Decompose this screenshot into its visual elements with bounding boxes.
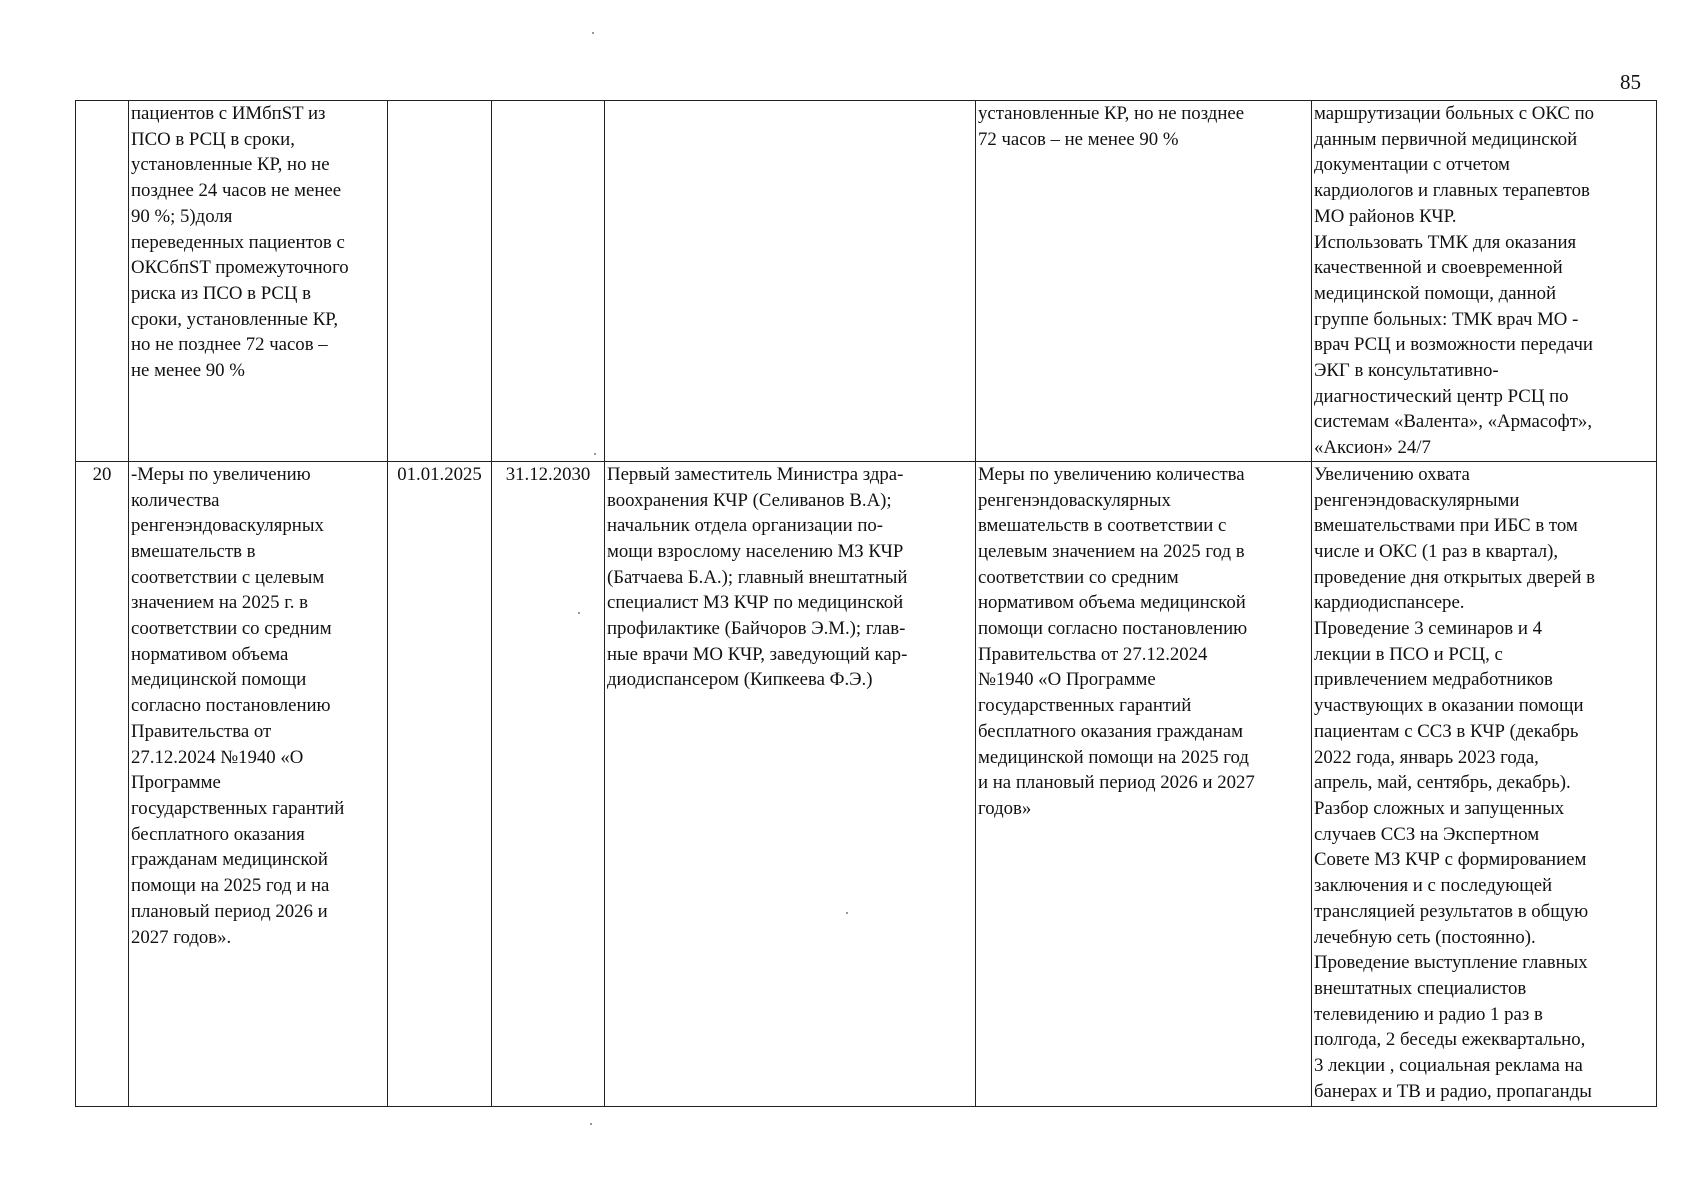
text-line: полгода, 2 беседы ежеквартально,	[1314, 1029, 1586, 1051]
text-line: и на плановый период 2026 и 2027	[978, 772, 1255, 794]
text-line: ренгенэндоваскулярных	[131, 515, 324, 537]
text-line: помощи согласно постановлению	[978, 618, 1248, 640]
text-line: ПСО в РСЦ в сроки,	[131, 128, 295, 150]
text-line: соответствии со средним	[131, 618, 332, 640]
text-line: Первый заместитель Министра здра-	[607, 463, 904, 485]
text-line: телевидению и радио 1 раз в	[1314, 1003, 1543, 1025]
text-line: -Меры по увеличению	[131, 463, 311, 485]
text-line: ренгенэндоваскулярными	[1314, 489, 1520, 511]
text-line: ные врачи МО КЧР, заведующий кар-	[607, 643, 908, 665]
text-line: маршрутизации больных с ОКС по	[1314, 103, 1595, 124]
text-line: не менее 90 %	[131, 360, 245, 382]
text-line: случаев ССЗ на Экспертном	[1314, 823, 1540, 845]
text-line: врач РСЦ и возможности передачи	[1314, 334, 1593, 356]
result-cell	[976, 101, 1312, 462]
text-line: государственных гарантий	[131, 797, 345, 819]
text-line: медицинской помощи	[131, 669, 307, 691]
text-line: целевым значением на 2025 год в	[978, 540, 1245, 562]
text-line: МО районов КЧР.	[1314, 205, 1457, 227]
text-line: «Аксион» 24/7	[1314, 437, 1431, 459]
text-line: проведение дня открытых дверей в	[1314, 566, 1596, 588]
text-line: Программе	[131, 772, 221, 794]
text-line: начальник отдела организации по-	[607, 515, 884, 537]
text-line: количества	[131, 489, 220, 511]
text-line: качественной и своевременной	[1314, 257, 1563, 279]
text-line: кардиологов и главных терапевтов	[1314, 180, 1590, 202]
text-line: трансляцией результатов в общую	[1314, 900, 1589, 922]
text-line: соответствии с целевым	[131, 566, 325, 588]
text-line: переведенных пациентов с	[131, 231, 345, 253]
scan-speck	[578, 612, 580, 614]
text-line: документации с отчетом	[1314, 154, 1510, 176]
text-line: установленные КР, но не	[131, 154, 330, 176]
table-row	[76, 461, 1657, 1106]
text-line: Разбор сложных и запущенных	[1314, 797, 1565, 819]
text-line: воохранения КЧР (Селиванов В.А);	[607, 489, 892, 511]
text-line: апрель, май, сентябрь, декабрь).	[1314, 772, 1571, 794]
text-line: риска из ПСО в РСЦ в	[131, 282, 312, 304]
text-line: годов»	[978, 797, 1032, 819]
text-line: медицинской помощи, данной	[1314, 282, 1557, 304]
text-line: диодиспансером (Кипкеева Ф.Э.)	[607, 669, 873, 691]
text-line: позднее 24 часов не менее	[131, 180, 342, 202]
text-line: числе и ОКС (1 раз в квартал),	[1314, 540, 1559, 562]
result-cell	[976, 461, 1312, 1106]
text-line: системам «Валента», «Армасофт»,	[1314, 411, 1593, 433]
text-line: специалист МЗ КЧР по медицинской	[607, 592, 904, 614]
text-line: Использовать ТМК для оказания	[1314, 231, 1577, 253]
text-line: (Батчаева Б.А.); главный внештатный	[607, 566, 908, 588]
text-line: ЭКГ в консультативно-	[1314, 360, 1499, 382]
text-line: плановый период 2026 и	[131, 900, 328, 922]
measure-cell	[129, 461, 388, 1106]
text-line: соответствии со средним	[978, 566, 1179, 588]
text-line: лекции в ПСО и РСЦ, с	[1314, 643, 1503, 665]
row-number-cell	[76, 101, 129, 462]
text-line: профилактике (Байчоров Э.М.); глав-	[607, 618, 906, 640]
text-line: помощи на 2025 год и на	[131, 875, 330, 897]
text-line: нормативом объема медицинской	[978, 592, 1246, 614]
text-line: внештатных специалистов	[1314, 977, 1527, 999]
text-line: заключения и с последующей	[1314, 875, 1553, 897]
text-line: 90 %; 5)доля	[131, 205, 233, 227]
text-line: 72 часов – не менее 90 %	[978, 128, 1179, 150]
text-line: диагностический центр РСЦ по	[1314, 385, 1569, 407]
text-line: согласно постановлению	[131, 695, 331, 717]
text-line: Правительства от	[131, 720, 272, 742]
text-line: значением на 2025 г. в	[131, 592, 309, 614]
text-line: но не позднее 72 часов –	[131, 334, 328, 356]
text-line: лечебную сеть (постоянно).	[1314, 926, 1536, 948]
control-cell	[1312, 101, 1657, 462]
responsible-cell	[605, 461, 976, 1106]
text-line: мощи взрослому населению МЗ КЧР	[607, 540, 904, 562]
text-line: группе больных: ТМК врач МО -	[1314, 308, 1579, 330]
text-line: привлечением медработников	[1314, 669, 1553, 691]
text-line: ренгенэндоваскулярных	[978, 489, 1171, 511]
text-line: 2022 года, январь 2023 года,	[1314, 746, 1539, 768]
text-line: №1940 «О Программе	[978, 669, 1156, 691]
text-line: медицинской помощи на 2025 год	[978, 746, 1249, 768]
scan-speck	[592, 32, 594, 34]
text-line: 27.12.2024 №1940 «О	[131, 746, 304, 768]
text-line: бесплатного оказания гражданам	[978, 720, 1244, 742]
text-line: кардиодиспансере.	[1314, 592, 1465, 614]
text-line: гражданам медицинской	[131, 849, 328, 871]
text-line: банерах и ТВ и радио, пропаганды	[1314, 1080, 1592, 1102]
text-line: Правительства от 27.12.2024	[978, 643, 1208, 665]
text-line: Проведение выступление главных	[1314, 952, 1588, 974]
scan-speck	[594, 453, 596, 455]
control-cell	[1312, 461, 1657, 1106]
text-line: ОКСбпST промежуточного	[131, 257, 349, 279]
text-line: Меры по увеличению количества	[978, 463, 1245, 485]
start-date-cell	[388, 101, 492, 462]
text-line: Увеличению охвата	[1314, 463, 1470, 485]
end-date-cell	[492, 101, 605, 462]
text-line: вмешательств в соответствии с	[978, 515, 1227, 537]
row-number-cell: 20	[76, 461, 129, 1106]
text-line: пациентов с ИМбпST из	[131, 103, 326, 124]
text-line: установленные КР, но не позднее	[978, 103, 1245, 124]
measure-cell	[129, 101, 388, 462]
text-line: нормативом объема	[131, 643, 289, 665]
text-line: вмешательствами при ИБС в том	[1314, 515, 1578, 537]
scan-speck	[846, 912, 848, 914]
text-line: данным первичной медицинской	[1314, 128, 1578, 150]
text-line: сроки, установленные КР,	[131, 308, 339, 330]
page-number: 85	[1620, 70, 1641, 94]
text-line: участвующих в оказании помощи	[1314, 695, 1584, 717]
text-line: вмешательств в	[131, 540, 256, 562]
responsible-cell	[605, 101, 976, 462]
text-line: Совете МЗ КЧР с формированием	[1314, 849, 1587, 871]
measures-table	[75, 100, 1657, 1107]
start-date-cell: 01.01.2025	[388, 461, 492, 1106]
text-line: 3 лекции , социальная реклама на	[1314, 1055, 1583, 1077]
end-date-cell: 31.12.2030	[492, 461, 605, 1106]
text-line: бесплатного оказания	[131, 823, 305, 845]
table-row	[76, 101, 1657, 462]
text-line: государственных гарантий	[978, 695, 1192, 717]
text-line: 2027 годов».	[131, 926, 232, 948]
scan-speck	[590, 1123, 592, 1125]
text-line: Проведение 3 семинаров и 4	[1314, 618, 1543, 640]
text-line: пациентам с ССЗ в КЧР (декабрь	[1314, 720, 1579, 742]
